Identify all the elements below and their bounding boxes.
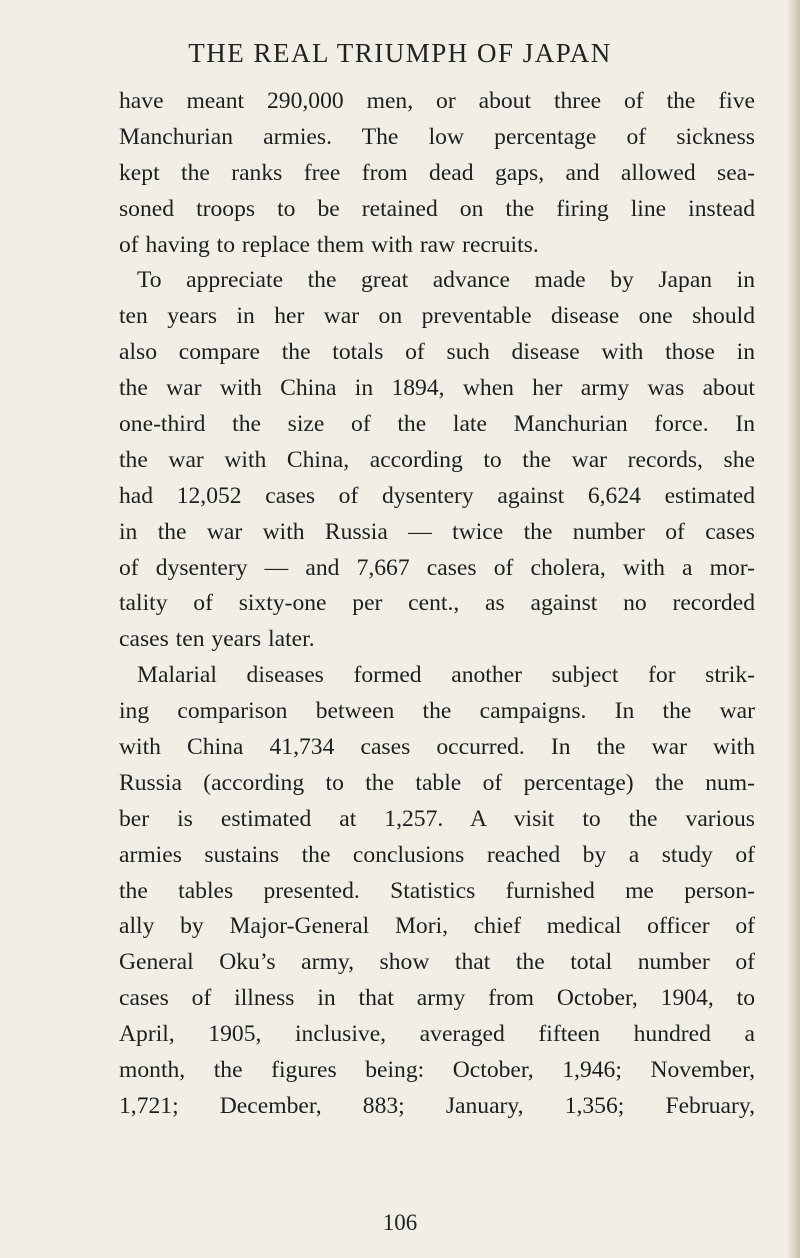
running-title: THE REAL TRIUMPH OF JAPAN bbox=[188, 38, 612, 68]
text-line: the tables presented. Statistics furnished me person- bbox=[119, 877, 755, 904]
text-line: To appreciate the great advance made by Japan in bbox=[137, 267, 755, 294]
page-number: 106 bbox=[382, 1210, 418, 1235]
text-line: month, the figures being: October, 1,946; November, bbox=[119, 1057, 755, 1084]
text-line: Russia (according to the table of percentage) the num- bbox=[119, 769, 755, 796]
text-line: ber is estimated at 1,257. A visit to the various bbox=[119, 805, 755, 832]
text-line: have meant 290,000 men, or about three of the five bbox=[119, 88, 755, 114]
text-line: Malarial diseases formed another subject for strik- bbox=[137, 662, 755, 689]
text-line: had 12,052 cases of dysentery against 6,624 estimated bbox=[119, 482, 755, 509]
text-line: also compare the totals of such disease with those in bbox=[119, 339, 755, 366]
text-line: General Oku’s army, show that the total number of bbox=[119, 949, 755, 976]
text-line: cases ten years later. bbox=[119, 626, 315, 653]
text-line: 1,721; December, 883; January, 1,356; February, bbox=[119, 1092, 755, 1119]
text-line: kept the ranks free from dead gaps, and allowed sea- bbox=[119, 159, 755, 186]
text-line: in the war with Russia — twice the number of cases bbox=[119, 518, 755, 545]
text-line: April, 1905, inclusive, averaged fifteen hundred a bbox=[119, 1021, 755, 1048]
text-line: of dysentery — and 7,667 cases of cholera, with a mor- bbox=[119, 554, 755, 581]
text-line: the war with China, according to the war records, she bbox=[119, 446, 755, 473]
text-line: tality of sixty-one per cent., as against no recorded bbox=[119, 590, 755, 617]
text-line: ally by Major-General Mori, chief medical officer of bbox=[119, 913, 755, 940]
text-line: the war with China in 1894, when her army was about bbox=[119, 375, 755, 402]
text-line: of having to replace them with raw recruits. bbox=[119, 231, 539, 258]
text-line: Manchurian armies. The low percentage of sickness bbox=[119, 123, 755, 150]
text-line: with China 41,734 cases occurred. In the war with bbox=[119, 734, 755, 761]
text-line: one-third the size of the late Manchurian force. In bbox=[119, 411, 755, 438]
text-line: cases of illness in that army from October, 1904, to bbox=[119, 985, 755, 1012]
text-line: ten years in her war on preventable disease one should bbox=[119, 303, 755, 330]
text-line: armies sustains the conclusions reached by a study of bbox=[119, 841, 755, 868]
text-line: ing comparison between the campaigns. In the war bbox=[119, 698, 755, 725]
page-edge-shading bbox=[786, 0, 800, 1258]
body-text bbox=[119, 84, 755, 1125]
text-line: soned troops to be retained on the firing line instead bbox=[119, 195, 755, 222]
